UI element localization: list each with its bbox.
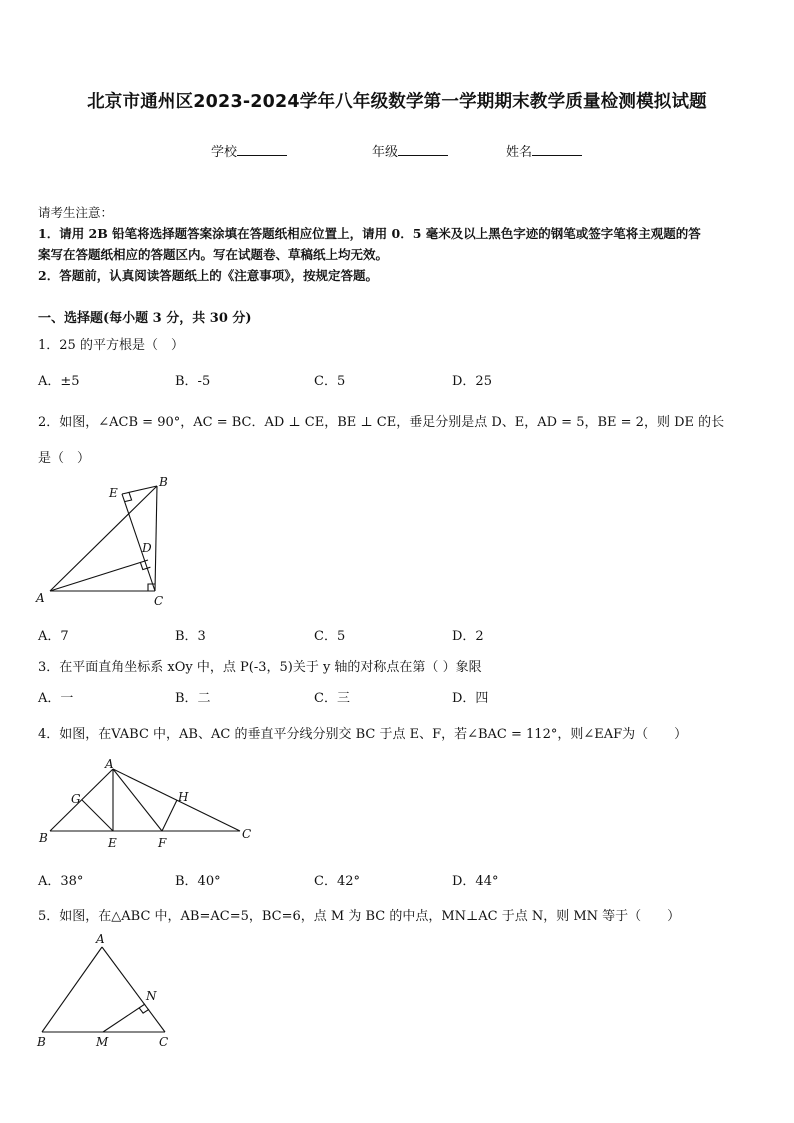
q4-option-b: B．40° — [175, 874, 221, 889]
q4-line-af — [113, 769, 162, 831]
q1-option-d: D．25 — [452, 374, 492, 389]
school-blank — [237, 143, 287, 156]
q4-figure — [35, 756, 260, 851]
q2-option-a: A．7 — [38, 629, 69, 644]
name-field — [506, 141, 582, 160]
q4-label-e: E — [108, 836, 117, 850]
page-title: 北京市通州区2023-2024学年八年级数学第一学期期末教学质量检测模拟试题 — [87, 92, 707, 112]
q2-option-d: D．2 — [452, 629, 484, 644]
q4-option-d: D．44° — [452, 874, 499, 889]
q2-line-bc — [155, 486, 157, 591]
q4-line-hf — [162, 800, 177, 831]
q2-option-c: C．5 — [314, 629, 346, 644]
q2-label-a: A — [36, 591, 45, 605]
q2-line-be — [122, 486, 157, 494]
q1-option-a: A．±5 — [38, 374, 80, 389]
q4-line-ge — [82, 800, 113, 831]
q3-option-b: B．二 — [175, 691, 211, 706]
q3-option-d: D．四 — [452, 691, 489, 706]
q2-line-ab — [50, 486, 157, 591]
q4-label-f: F — [158, 836, 167, 850]
q2-label-e: E — [109, 486, 118, 500]
q1-option-c: C．5 — [314, 374, 346, 389]
notice-item1-line1: 1．请用 2B 铅笔将选择题答案涂填在答题纸相应位置上，请用 0．5 毫米及以上黑色字迹的钢笔或签字笔将主观题的答 — [38, 226, 701, 241]
q2-right-angle-e — [125, 492, 132, 501]
q4-option-c: C．42° — [314, 874, 360, 889]
q2-option-b: B．3 — [175, 629, 206, 644]
grade-field — [372, 141, 448, 160]
section-heading: 一、选择题(每小题 3 分，共 30 分) — [38, 311, 252, 326]
q5-label-m: M — [96, 1035, 109, 1049]
q4-label-a: A — [105, 757, 114, 771]
q2-line-ad — [50, 560, 148, 591]
q5-label-c: C — [159, 1035, 169, 1049]
q2-label-c: C — [154, 594, 164, 608]
question-2-stem-line1: 2．如图，∠ACB = 90°，AC = BC．AD ⊥ CE，BE ⊥ CE，垂足分别是点 D、E，AD = 5，BE = 2，则 DE 的长 — [38, 415, 725, 430]
school-label: 学校 — [211, 145, 238, 160]
question-4-stem: 4．如图，在VABC 中，AB、AC 的垂直平分线分别交 BC 于点 E、F，若∠BAC = 112°，则∠EAF为（ ） — [38, 727, 688, 742]
q4-label-g: G — [71, 792, 81, 806]
grade-label: 年级 — [372, 145, 399, 160]
q5-label-a: A — [96, 932, 105, 946]
q4-option-a: A．38° — [38, 874, 84, 889]
q5-line-mn — [103, 1004, 145, 1032]
q3-option-a: A．一 — [38, 691, 74, 706]
question-3-stem: 3．在平面直角坐标系 xOy 中，点 P(-3，5)关于 y 轴的对称点在第（ ）象限 — [38, 660, 482, 675]
question-2-stem-line2: 是（ ） — [38, 451, 91, 466]
notice-heading: 请考生注意： — [38, 205, 114, 220]
q5-label-n: N — [146, 989, 157, 1003]
q4-label-c: C — [242, 827, 252, 841]
q4-label-b: B — [39, 831, 48, 845]
q2-label-b: B — [159, 475, 168, 489]
question-1-stem: 1．25 的平方根是（ ） — [38, 338, 184, 353]
grade-blank — [398, 143, 448, 156]
name-label: 姓名 — [506, 145, 533, 160]
notice-item1-line2: 案写在答题纸相应的答题区内。写在试题卷、草稿纸上均无效。 — [38, 247, 389, 262]
q5-line-ab — [42, 947, 102, 1032]
question-5-stem: 5．如图，在△ABC 中，AB=AC=5，BC=6，点 M 为 BC 的中点，MN⊥AC 于点 N，则 MN 等于（ ） — [38, 909, 681, 924]
q1-option-b: B．-5 — [175, 374, 211, 389]
q2-figure — [30, 472, 180, 612]
q4-label-h: H — [178, 790, 189, 804]
q5-figure — [32, 930, 182, 1052]
q5-label-b: B — [37, 1035, 46, 1049]
q3-option-c: C．三 — [314, 691, 350, 706]
q2-label-d: D — [142, 541, 152, 555]
name-blank — [532, 143, 582, 156]
notice-item2: 2．答题前，认真阅读答题纸上的《注意事项》，按规定答题。 — [38, 268, 378, 283]
school-field — [211, 141, 287, 160]
